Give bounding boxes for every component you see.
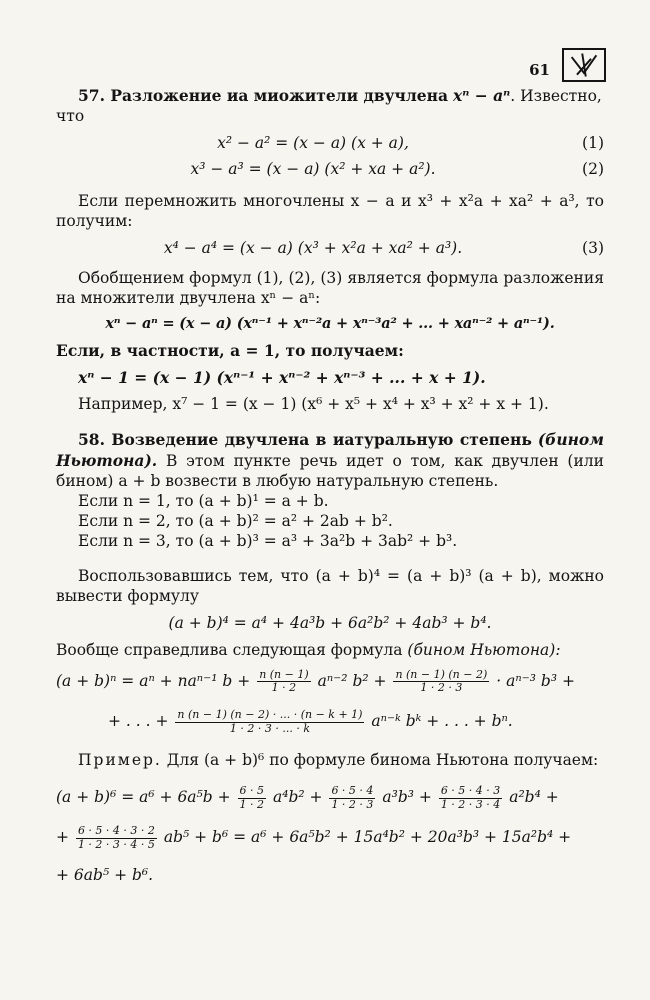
paragraph: Если перемножить многочлены x − a и x³ + x²a + xa² + a³, то получим: [56,192,604,231]
fourth-power-formula: (a + b)⁴ = a⁴ + 4a³b + 6a²b² + 4ab³ + b⁴. [168,614,492,633]
example-paragraph: Пример. Для (a + b)⁶ по формуле бинома Ньютона получаем: [78,751,599,770]
newton-formula-line-2: + . . . + $\frac{n (n - 1) (n - 2) \cdot ... \cdot (n - k + 1)}{1 \cdot 2 \cdot 3 \cdot ... \cdot k}$ aⁿ⁻ᵏ bᵏ + . . . + bⁿ. [108,708,513,735]
fraction: $\frac{6 \cdot 5 \cdot 4}{1 \cdot 2 \cdot 3}$ [331,784,374,811]
paragraph: Вообще справедлива следующая формула (бином Ньютона): [56,640,561,659]
case-n2: Если n = 2, то (a + b)² = a² + 2ab + b². [78,511,393,530]
page-number: 61 [529,60,550,79]
paragraph: Если, в частности, a = 1, то получаем: [56,341,404,360]
fraction: $\frac{6 \cdot 5}{1 \cdot 2}$ [239,784,265,811]
paragraph: Обобщением формул (1), (2), (3) является формула разложения на множители двучлена xⁿ − aⁿ: [56,268,604,307]
section-57-lead: что [56,106,85,125]
equation-number: (1) [582,133,604,152]
fraction: $\frac{6 \cdot 5 \cdot 4 \cdot 3 \cdot 2}{1 \cdot 2 \cdot 3 \cdot 4 \cdot 5}$ [77,824,155,852]
special-factorization: xⁿ − 1 = (x − 1) (xⁿ⁻¹ + xⁿ⁻² + xⁿ⁻³ + ... + x + 1). [78,367,486,387]
fraction: $\frac{n (n - 1) (n - 2)}{1 \cdot 2 \cdot 3}$ [395,667,488,695]
equation-1: x² − a² = (x − a) (x + a), (1) [217,133,604,152]
equation-number: (3) [582,238,604,257]
paragraph: Воспользовавшись тем, что (a + b)⁴ = (a + b)³ (a + b), можно вывести формулу [56,567,604,606]
equation-number: (2) [582,160,604,179]
case-n3: Если n = 3, то (a + b)³ = a³ + 3a²b + 3ab² + b³. [78,531,458,550]
general-factorization: xⁿ − aⁿ = (x − a) (xⁿ⁻¹ + xⁿ⁻²a + xⁿ⁻³a² + ... + xaⁿ⁻² + aⁿ⁻¹). [105,315,555,333]
binomial-6-line-2: + $\frac{6 \cdot 5 \cdot 4 \cdot 3 \cdot 2}{1 \cdot 2 \cdot 3 \cdot 4 \cdot 5}$ ab⁵ + b⁶ = a⁶ + 6a⁵b² + 15a⁴b² + 20a³b³ + 15a²b⁴ + [56,824,572,852]
binomial-6-line-3: + 6ab⁵ + b⁶. [56,865,154,884]
binomial-6-line-1: (a + b)⁶ = a⁶ + 6a⁵b + $\frac{6 \cdot 5}{1 \cdot 2}$ a⁴b² + $\frac{6 \cdot 5 \cdot 4}{1 \cdot 2 \cdot 3}$ a³b³ + $\frac{6 \cdot 5 \cdot 4 \cdot 3}{1 \cdot 2 \cdot 3 \cdot 4}$ a²b⁴ + [56,784,559,811]
case-n1: Если n = 1, то (a + b)¹ = a + b. [78,491,329,510]
page-header [529,48,606,82]
equation-3: x⁴ − a⁴ = (x − a) (x³ + x²a + xa² + a³). (3) [163,238,604,257]
fraction: $\frac{n (n - 1) (n - 2) \cdot ... \cdot (n - k + 1)}{1 \cdot 2 \cdot 3 \cdot ... \cdot k}$ [177,708,363,735]
fraction: $\frac{6 \cdot 5 \cdot 4 \cdot 3}{1 \cdot 2 \cdot 3 \cdot 4}$ [440,784,501,811]
page-content [56,86,604,894]
example-line: Например, x⁷ − 1 = (x − 1) (x⁶ + x⁵ + x⁴ + x³ + x² + x + 1). [78,394,549,413]
section-58-heading: 58. Возведение двучлена в иатуральную степень (бином Ньютона). В этом пункте речь идет о том, как двучлен (или бином) a + b возвести в любую натуральную степень. [56,430,604,491]
equation-2: x³ − a³ = (x − a) (x² + xa + a²). (2) [190,160,604,179]
section-57-heading: 57. Разложение иа миожители двучлена xⁿ − aⁿ. Известно, [78,86,602,105]
newton-formula-line-1: (a + b)ⁿ = aⁿ + naⁿ⁻¹ b + $\frac{n (n - 1)}{1 \cdot 2}$ aⁿ⁻² b² + $\frac{n (n - 1) (n - 2)}{1 \cdot 2 \cdot 3}$ · aⁿ⁻³ b³ + [56,667,575,695]
publisher-logo-icon [562,48,606,82]
fraction: $\frac{n (n - 1)}{1 \cdot 2}$ [259,667,309,695]
